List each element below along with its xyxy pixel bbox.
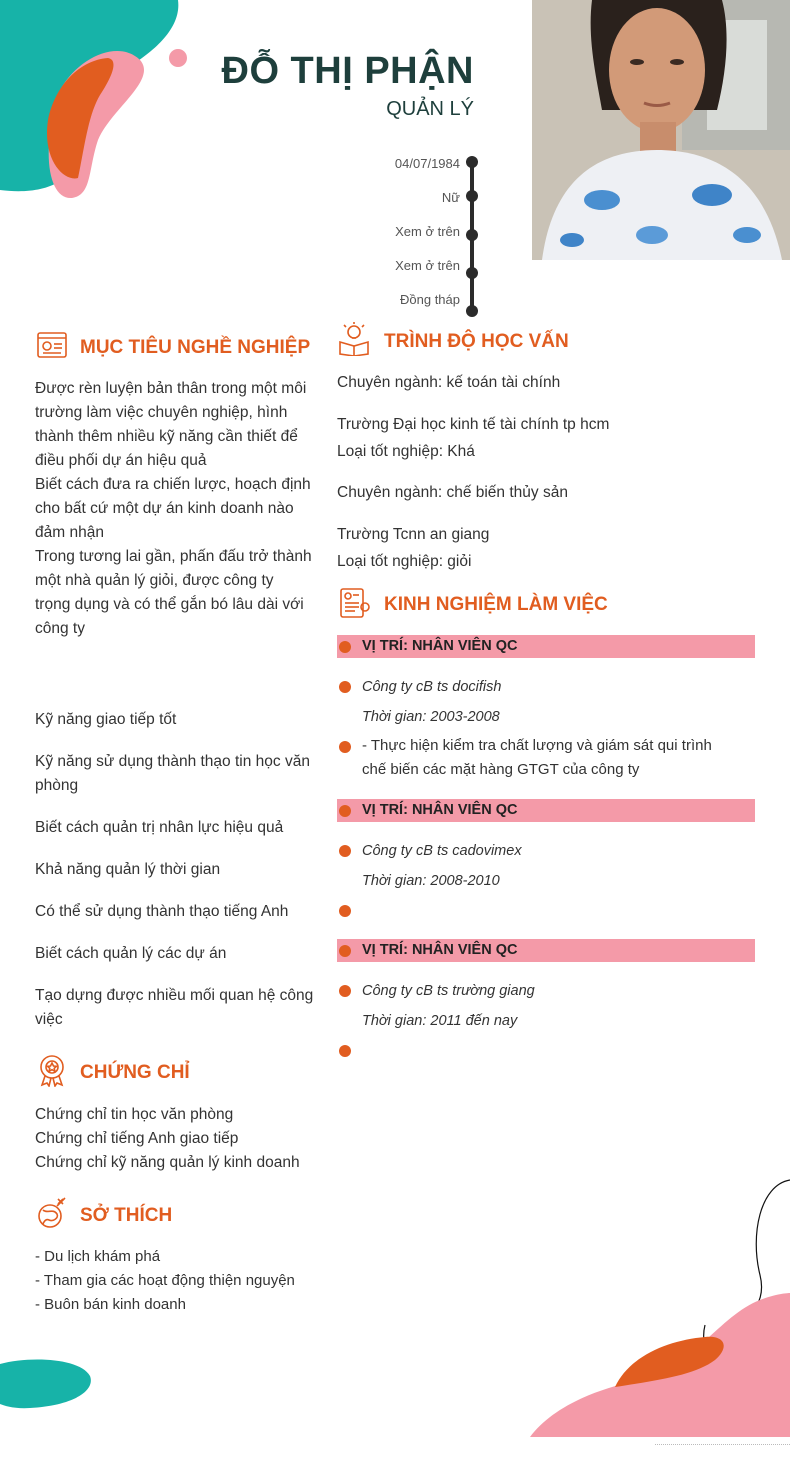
experience-title: KINH NGHIỆM LÀM VIỆC xyxy=(384,594,608,615)
objective-text xyxy=(35,377,320,641)
objective-line: cho bất cứ một dự án kinh doanh nào xyxy=(35,500,294,517)
objective-line: Biết cách đưa ra chiến lược, hoạch định xyxy=(35,476,311,493)
objective-line: trọng dụng và có thể gắn bó lâu dài với xyxy=(35,596,304,613)
objective-line: một nhà quản lý giỏi, được công ty xyxy=(35,572,274,589)
education-major: Chuyên ngành: chế biến thủy sản xyxy=(337,484,568,501)
info-dot xyxy=(466,190,478,202)
job-dot xyxy=(339,1045,351,1057)
education-school: Trường Tcnn an giang xyxy=(337,526,490,543)
skill-item: Biết cách quản trị nhân lực hiệu quả xyxy=(35,819,284,836)
job-time: Thời gian: 2008-2010 xyxy=(362,873,500,889)
objective-line: trường làm việc chuyên nghiệp, hình xyxy=(35,404,288,421)
job-description xyxy=(362,734,782,782)
hobby-item: - Du lịch khám phá xyxy=(35,1248,161,1265)
decor-blob-bottom-left xyxy=(0,1358,95,1410)
hobby-item: - Tham gia các hoạt động thiện nguyện xyxy=(35,1272,295,1289)
info-dot xyxy=(466,305,478,317)
decor-blob-bottom-right xyxy=(530,1175,790,1437)
job-description-line: - Thực hiện kiểm tra chất lượng và giám sát qui trình xyxy=(362,737,712,754)
certificate-icon xyxy=(35,1053,69,1087)
footer-mark xyxy=(655,1444,790,1451)
certificate-item: Chứng chỉ tiếng Anh giao tiếp xyxy=(35,1130,239,1147)
job-description-line: chế biến các mặt hàng GTGT của công ty xyxy=(362,761,640,778)
education-icon xyxy=(337,322,371,356)
objective-line: thành thêm nhiều kỹ năng cần thiết để xyxy=(35,428,298,445)
info-phone: Xem ở trên xyxy=(395,224,460,239)
skill-item: Tạo dựng được nhiều mối quan hệ công việc xyxy=(35,987,314,1028)
objective-line: đảm nhận xyxy=(35,524,104,541)
info-gender: Nữ xyxy=(441,190,460,205)
info-dot xyxy=(466,156,478,168)
hobbies-list xyxy=(35,1245,320,1317)
job-dot xyxy=(339,805,351,817)
hobby-item: - Buôn bán kinh doanh xyxy=(35,1296,186,1313)
education-grade: Loại tốt nghiệp: Khá xyxy=(337,443,475,460)
info-address: Đồng tháp xyxy=(400,292,460,307)
education-school: Trường Đại học kinh tế tài chính tp hcm xyxy=(337,416,610,433)
skill-item: Khả năng quản lý thời gian xyxy=(35,861,221,878)
job-time: Thời gian: 2003-2008 xyxy=(362,709,500,725)
info-dot xyxy=(466,267,478,279)
certificate-item: Chứng chỉ kỹ năng quản lý kinh doanh xyxy=(35,1154,300,1171)
job-company: Công ty cB ts trường giang xyxy=(362,983,535,999)
education-title: TRÌNH ĐỘ HỌC VẤN xyxy=(384,331,569,352)
skill-item: Có thể sử dụng thành thạo tiếng Anh xyxy=(35,903,289,920)
decor-blob-top-left xyxy=(0,0,200,210)
certificates-list xyxy=(35,1103,320,1175)
job-dot xyxy=(339,905,351,917)
skill-item: Kỹ năng sử dụng thành thạo tin học văn phòng xyxy=(35,753,310,794)
certificate-item: Chứng chỉ tin học văn phòng xyxy=(35,1106,234,1123)
job-dot xyxy=(339,641,351,653)
job-dot xyxy=(339,681,351,693)
job-position-bar xyxy=(337,799,755,822)
job-position: VỊ TRÍ: NHÂN VIÊN QC xyxy=(362,802,518,818)
hobby-icon xyxy=(35,1196,69,1230)
job-time: Thời gian: 2011 đến nay xyxy=(362,1013,518,1029)
info-email: Xem ở trên xyxy=(395,258,460,273)
experience-icon xyxy=(337,585,371,619)
objective-line: công ty xyxy=(35,620,85,637)
hobbies-title: SỞ THÍCH xyxy=(80,1205,173,1226)
objective-line: Trong tương lai gần, phấn đấu trở thành xyxy=(35,548,312,565)
job-dot xyxy=(339,945,351,957)
education-grade: Loại tốt nghiệp: giỏi xyxy=(337,553,472,570)
job-position-bar xyxy=(337,939,755,962)
job-company: Công ty cB ts cadovimex xyxy=(362,843,522,859)
objective-icon xyxy=(35,328,69,362)
skill-item: Biết cách quản lý các dự án xyxy=(35,945,227,962)
objective-title: MỤC TIÊU NGHỀ NGHIỆP xyxy=(80,337,311,358)
info-dot xyxy=(466,229,478,241)
profile-photo xyxy=(532,0,790,260)
skill-item: Kỹ năng giao tiếp tốt xyxy=(35,711,177,728)
job-position: VỊ TRÍ: NHÂN VIÊN QC xyxy=(362,638,518,654)
job-dot xyxy=(339,845,351,857)
candidate-role: QUẢN LÝ xyxy=(386,98,474,120)
certificates-title: CHỨNG CHỈ xyxy=(80,1062,190,1083)
info-birthdate: 04/07/1984 xyxy=(394,156,460,171)
job-company: Công ty cB ts docifish xyxy=(362,679,502,695)
education-major: Chuyên ngành: kế toán tài chính xyxy=(337,374,561,391)
objective-line: điều phối dự án hiệu quả xyxy=(35,452,207,469)
job-position: VỊ TRÍ: NHÂN VIÊN QC xyxy=(362,942,518,958)
objective-line: Được rèn luyện bản thân trong một môi xyxy=(35,380,307,397)
job-dot xyxy=(339,985,351,997)
job-position-bar xyxy=(337,635,755,658)
candidate-name: ĐỖ THỊ PHẬN xyxy=(221,50,474,92)
job-dot xyxy=(339,741,351,753)
